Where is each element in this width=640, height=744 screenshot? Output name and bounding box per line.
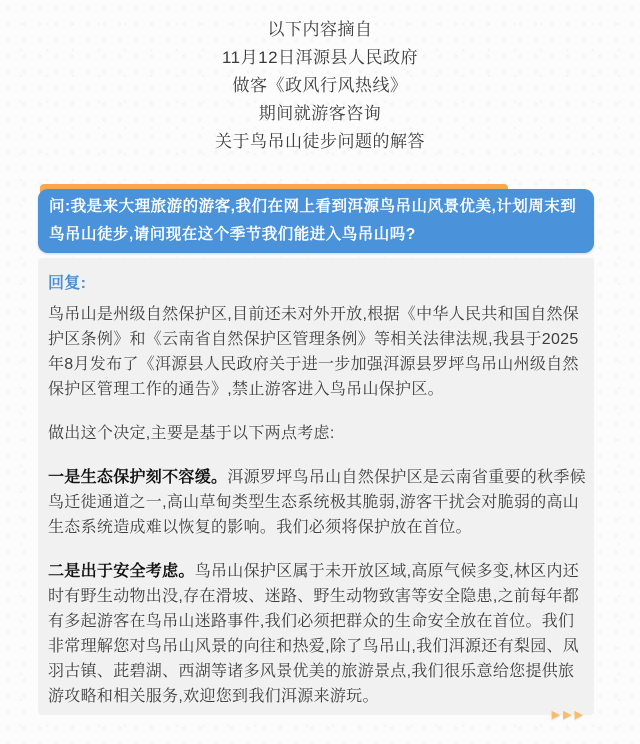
intro-line: 11月12日洱源县人民政府 [221,48,419,67]
paragraph-text: 做出这个决定,主要是基于以下两点考虑: [48,425,335,442]
paragraph-bold-lead: 一是生态保护刻不容缓。 [48,469,228,486]
paragraph-text: 洱源罗坪鸟吊山自然保护区是云南省重要的秋季候鸟迁徙通道之一,高山草甸类型生态系统极其脆弱,游客干扰会对脆弱的高山生态系统造成难以恢复的影响。我们必须将保护放在首位。 [48,469,586,536]
intro-line: 以下内容摘自 [267,20,373,39]
intro-section [0,0,640,156]
triangle-arrows-icon: ▶▶▶ [551,709,586,721]
question-card [38,189,594,253]
reply-paragraph [48,302,586,402]
question-bubble [38,189,594,253]
content-column [38,189,594,721]
reply-paragraph [48,559,586,709]
reply-paragraph [48,465,586,540]
intro-line: 做客《政风行风热线》 [232,76,408,95]
reply-paragraph [48,421,586,446]
reply-label: 回复: [48,275,87,292]
paragraph-text: 鸟吊山保护区属于未开放区域,高原气候多变,林区内还时有野生动物出没,存在滑坡、迷路、野生动物致害等安全隐患,之前每年都有多起游客在鸟吊山迷路事件,我们必须把群众的生命安全放在首位。我们非常理解您对鸟吊山风景的向往和热爱,除了鸟吊山,我们洱源还有梨园、凤羽古镇、茈碧湖、西湖等诸多风景优美的旅游景点,我们很乐意给您提供旅游攻略和相关服务,欢迎您到我们洱源来游玩。 [48,563,580,705]
intro-line: 期间就游客咨询 [258,104,382,123]
question-text: 问:我是来大理旅游的游客,我们在网上看到洱源鸟吊山风景优美,计划周末到鸟吊山徒步,请问现在这个季节我们能进入鸟吊山吗? [49,198,577,243]
paragraph-text: 鸟吊山是州级自然保护区,目前还未对外开放,根据《中华人民共和国自然保护区条例》和《云南省自然保护区管理条例》等相关法律法规,我县于2025年8月发布了《洱源县人民政府关于进一步加强洱源县罗坪鸟吊山州级自然保护区管理工作的通告》,禁止游客进入鸟吊山保护区。 [48,306,580,398]
paragraph-bold-lead: 二是出于安全考虑。 [48,563,195,580]
reply-card [38,258,594,721]
intro-line: 关于鸟吊山徒步问题的解答 [215,132,425,151]
